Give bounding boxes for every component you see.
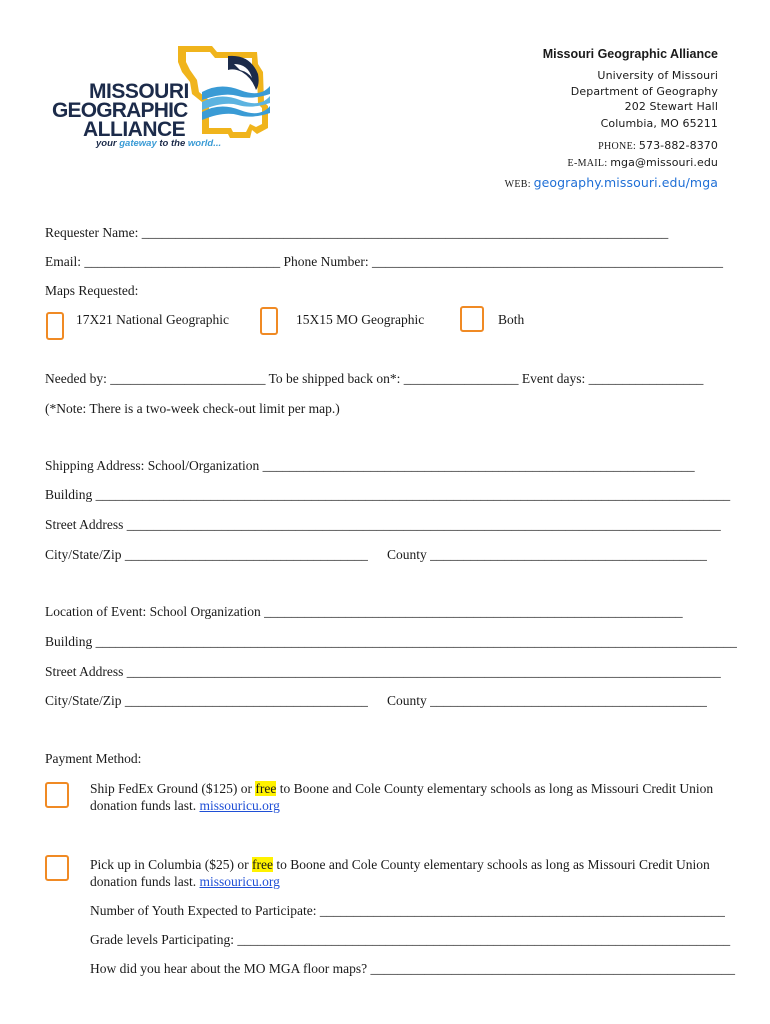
email-line [568,156,718,169]
web-label: WEB: [504,179,534,190]
grade-levels-field[interactable]: Grade levels Participating: _________________________________________________________________________ [90,932,731,947]
payment-option-pickup [90,856,730,890]
event-county-field[interactable]: County _________________________________________ [387,693,707,708]
tagline-part-4: world... [187,138,222,149]
payment-option-ship [90,780,730,814]
maps-requested-label: Maps Requested: [45,283,139,298]
option-both-label: Both [498,312,525,327]
event-building-field[interactable]: Building _______________________________________________________________________________________________ [45,634,737,649]
shipping-county-field[interactable]: County _________________________________________ [387,547,707,562]
event-org-field[interactable]: Location of Event: School Organization ______________________________________________________________ [45,604,683,619]
payment1-text-a: Ship FedEx Ground ($125) or [90,781,256,796]
address-line-3: 202 Stewart Hall [624,100,718,113]
phone-label: PHONE: [598,141,639,152]
payment-method-label: Payment Method: [45,751,142,766]
phone-value: 573-882-8370 [638,139,718,152]
mga-logo [52,42,274,152]
option-15x15-label: 15X15 MO Geographic [296,312,425,327]
payment2-text-b: to Boone and Cole County elementary schools as long as Missouri Credit Union donation funds last. [90,857,710,889]
tagline-part-2: gateway [119,138,157,149]
logo-line-1: MISSOURI [89,80,189,103]
logo-tagline [96,138,221,149]
web-line [505,175,718,190]
logo-line-3: ALLIANCE [83,118,186,141]
email-phone-field[interactable]: Email: _____________________________ Phone Number: ____________________________________________________ [45,254,723,269]
address-line-1: University of Missouri [597,69,718,82]
payment1-link[interactable]: missouricu.org [199,798,280,813]
email-label: E-MAIL: [567,158,611,169]
payment2-text-a: Pick up in Columbia ($25) or [90,857,252,872]
tagline-part-1: your [96,138,120,149]
checkbox-pickup[interactable] [45,855,69,881]
checkbox-15x15[interactable] [260,307,278,335]
org-name: Missouri Geographic Alliance [542,47,718,61]
web-link[interactable]: geography.missouri.edu/mga [533,175,718,190]
shipping-building-field[interactable]: Building ______________________________________________________________________________________________ [45,487,731,502]
event-city-field[interactable]: City/State/Zip ____________________________________ [45,693,368,708]
tagline-part-3: to the [156,138,188,149]
payment2-free: free [252,857,273,872]
shipping-city-field[interactable]: City/State/Zip ____________________________________ [45,547,368,562]
shipping-org-field[interactable]: Shipping Address: School/Organization ________________________________________________________________ [45,458,695,473]
checkbox-both[interactable] [460,306,484,332]
payment1-text-b: to Boone and Cole County elementary schools as long as Missouri Credit Union donation funds last. [90,781,714,813]
checkout-note: (*Note: There is a two-week check-out limit per map.) [45,401,340,416]
address-line-4: Columbia, MO 65211 [600,117,718,130]
payment2-link[interactable]: missouricu.org [199,874,280,889]
checkbox-ship-fedex[interactable] [45,782,69,808]
payment1-free: free [255,781,277,796]
needed-by-field[interactable]: Needed by: _______________________ To be shipped back on*: _________________ Event days: _________________ [45,371,704,386]
phone-line [598,139,718,152]
checkbox-17x21[interactable] [46,312,64,340]
option-17x21-label: 17X21 National Geographic [76,312,229,327]
youth-count-field[interactable]: Number of Youth Expected to Participate: ____________________________________________________________ [90,903,725,918]
heard-about-field[interactable]: How did you hear about the MO MGA floor maps? ______________________________________________________ [90,961,735,976]
address-line-2: Department of Geography [570,85,718,98]
event-street-field[interactable]: Street Address ________________________________________________________________________________________ [45,664,721,679]
shipping-street-field[interactable]: Street Address ________________________________________________________________________________________ [45,517,721,532]
email-value: mga@missouri.edu [610,156,718,169]
logo-line-2: GEOGRAPHIC [52,99,188,122]
requester-name-field[interactable]: Requester Name: ______________________________________________________________________________ [45,225,669,240]
